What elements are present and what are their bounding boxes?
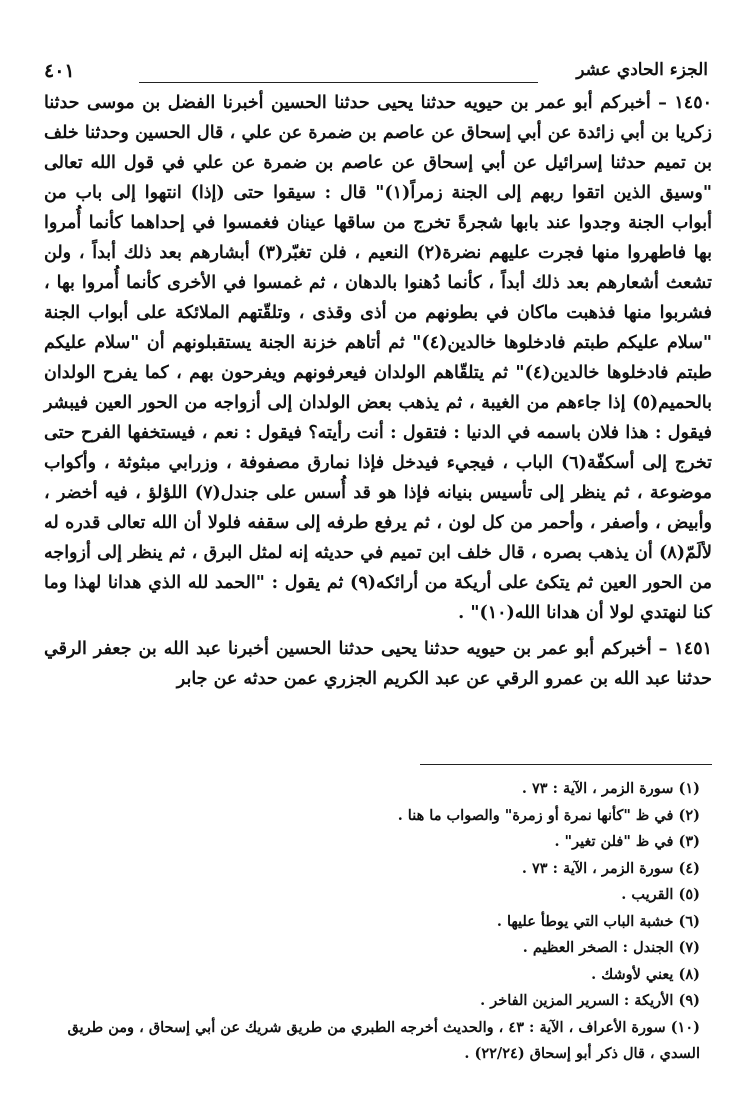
- main-text: [44, 88, 712, 700]
- footnote-5: (٥) القريب .: [621, 886, 700, 903]
- footnote-6: (٦) خشبة الباب التي يوطأ عليها .: [496, 912, 700, 930]
- footnote-2: (٢) في ظ "كأنها نمرة أو زمرة" والصواب ما هنا .: [397, 806, 700, 824]
- running-title: الجزء الحادي عشر: [576, 60, 708, 80]
- page-number: ٤٠١: [44, 60, 75, 82]
- footnotes: [44, 776, 710, 1068]
- header-rule: [139, 82, 538, 83]
- footnote-4: (٤) سورة الزمر ، الآية : ٧٣ .: [521, 859, 700, 877]
- footnote-10: (١٠) سورة الأعراف ، الآية : ٤٣ ، والحديث أخرجه الطبري من طريق شريك عن أبي إسحاق ، ومن طريق السدي ، قال ذكر أبو إسحاق (٢٢/٢٤) .: [67, 1018, 700, 1062]
- footnote-3: (٣) في ظ "فلن تغير" .: [554, 833, 700, 850]
- hadith-1451: [44, 634, 712, 694]
- footnote-7: (٧) الجندل : الصخر العظيم .: [522, 939, 700, 956]
- hadith-text: – أخبركم أبو عمر بن حيويه حدثنا يحيى حدثنا الحسين أخبرنا الفضل بن موسى حدثنا زكريا بن أبي زائدة عن أبي إسحاق عن عاصم بن ضمرة عن علي ، قال الحسين وحدثنا خلف بن تميم حدثنا إسرائيل عن أبي إسحاق عن عاصم بن ضمرة عن علي في قول الله تعالى "وسيق الذين اتقوا ربهم إلى الجنة زمراً(١)" قال : سيقوا حتى (إذا) انتهوا إلى باب من أبواب الجنة وجدوا عند بابها شجرةً تخرج من ساقها عينان فغمسوا في إحداهما كأنما أُمروا بها فاطهروا منها فجرت عليهم نضرة(٢) النعيم ، فلن تغبّر(٣) أبشارهم بعد ذلك أبداً ، ولن تشعث أشعارهم بعد ذلك أبداً ، كأنما دُهنوا بالدهان ، ثم غمسوا في الأخرى كأنما أُمروا بها ، فشربوا منها فذهبت ماكان في بطونهم من أذى وقذى ، وتلقّتهم الملائكة على أبواب الجنة "سلام عليكم طبتم فادخلوها خالدين(٤)" ثم أتاهم خزنة الجنة يستقبلونهم أن "سلام عليكم طبتم فادخلوها خالدين(٤)" ثم يتلقّاهم الولدان فيعرفونهم ويفرحون بهم ، كما يفرح الولدان بالحميم(٥) إذا جاءهم من الغيبة ، ثم يذهب بعض الولدان إلى أزواجه من الحور العين فيبشر فيقول : هذا فلان باسمه في الدنيا : فتقول : أنت رأيته؟ فيقول : نعم ، فيستخفها الفرح حتى تخرج إلى أسكفّة(٦) الباب ، فيجيء فيدخل فإذا نمارق مصفوفة ، وزرابي مبثوثة ، وأكواب موضوعة ، ثم ينظر إلى تأسيس بنيانه فإذا هو قد أُسس على جندل(٧) اللؤلؤ ، فيه أخضر ، وأبيض ، وأصفر ، وأحمر من كل لون ، ثم يرفع طرفه إلى سقفه فلولا أن الله تعالى قدره له لألَمّ(٨) أن يذهب بصره ، قال خلف ابن تميم في حديثه إنه لمثل البرق ، ثم ينظر إلى أزواجه من الحور العين ثم يتكئ على أريكة من أرائكه(٩) ثم يقول : "الحمد لله الذي هدانا لهذا وما كنا لنهتدي لولا أن هدانا الله(١٠)" .: [44, 93, 712, 623]
- hadith-1450: [44, 88, 712, 628]
- hadith-text: – أخبركم أبو عمر بن حيويه حدثنا يحيى حدثنا الحسين أخبرنا عبد الله بن جعفر الرقي حدثنا عبد الله بن عمرو الرقي عن عبد الكريم الجزري عمن حدثه عن جابر: [44, 639, 712, 689]
- footnote-1: (١) سورة الزمر ، الآية : ٧٣ .: [521, 780, 700, 797]
- hadith-number: ١٤٥١: [674, 639, 712, 659]
- footnote-rule: [420, 764, 712, 765]
- footnote-8: (٨) يعني لأوشك .: [591, 965, 700, 983]
- page-header: [44, 60, 708, 90]
- footnote-9: (٩) الأريكة : السرير المزين الفاخر .: [480, 992, 700, 1009]
- hadith-number: ١٤٥٠: [674, 93, 713, 113]
